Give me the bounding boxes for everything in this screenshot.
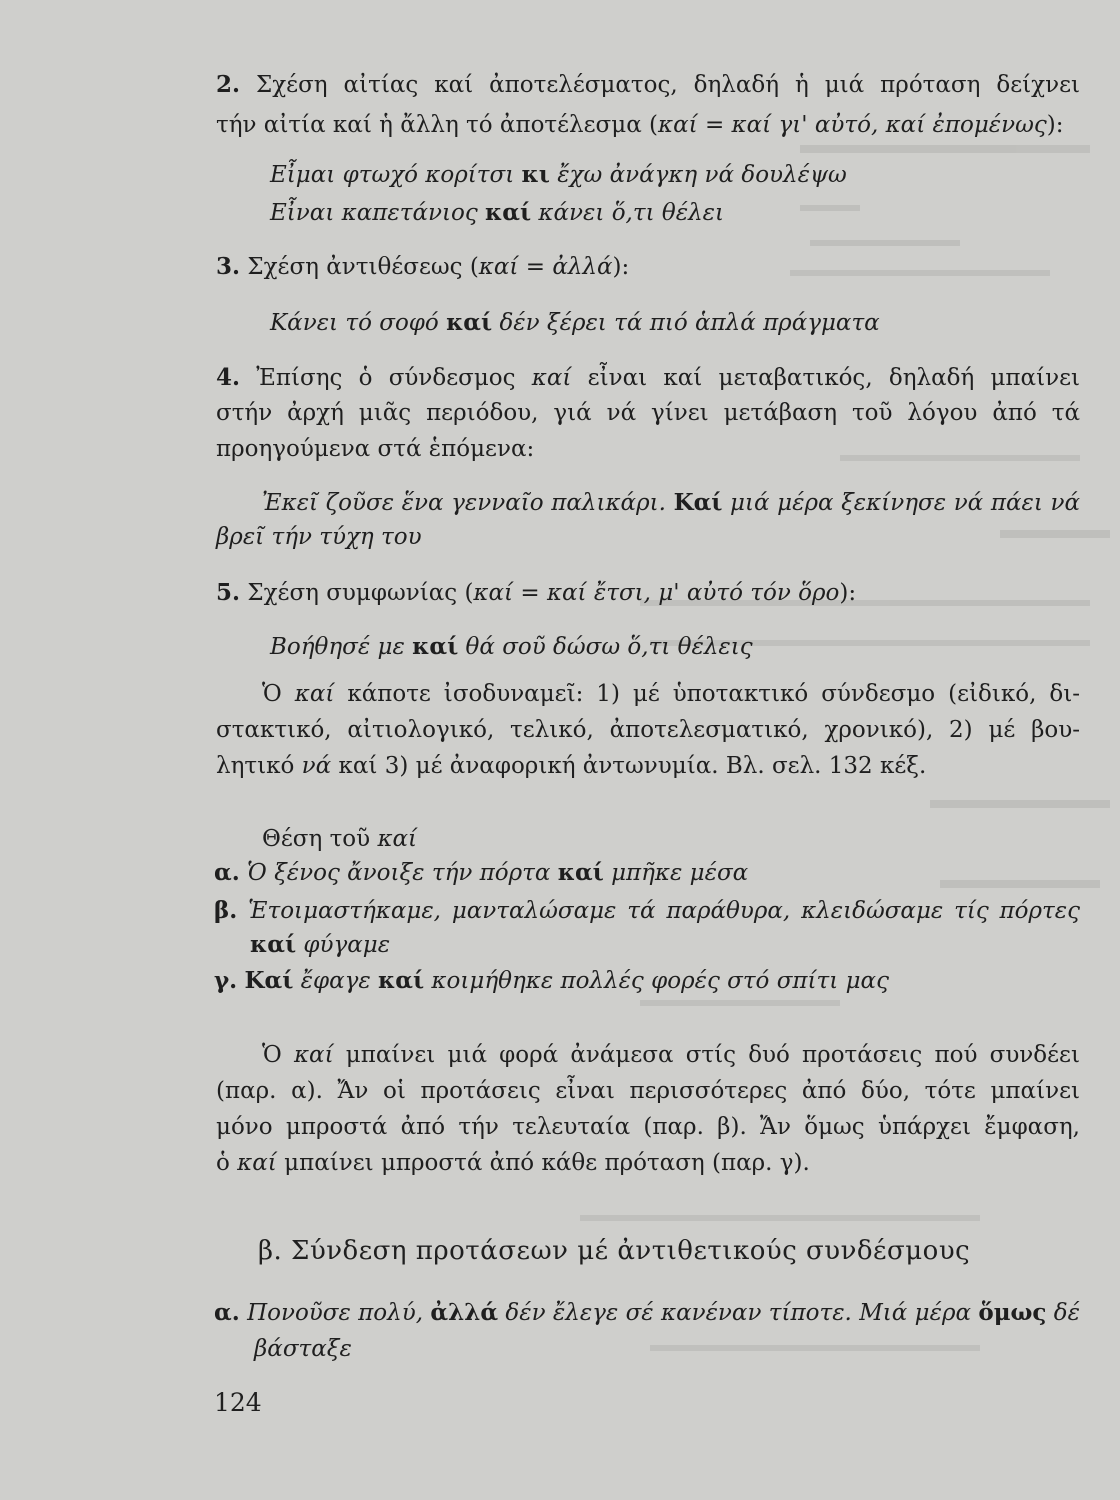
s4-example2: βρεῖ τήν τύχη του <box>216 524 422 550</box>
s2-line1: 2. Σχέση αἰτίας καί ἀποτελέσματος, δηλαδή ἡ μιά πρόταση δείχνει <box>216 71 1080 98</box>
s4-line3: προηγούμενα στά ἑπόμενα: <box>216 436 535 462</box>
position-example-b-line1: β. Ἑτοιμαστήκαμε, μανταλώσαμε τά παράθυρα, κλειδώσαμε τίς πόρτες <box>214 897 1080 924</box>
s2-example1: Εἶμαι φτωχό κορίτσι κι ἔχω ἀνάγκη νά δουλέψω <box>270 161 847 188</box>
position-title: Θέση τοῦ καί <box>262 826 418 852</box>
position-example-c: γ. Καί ἔφαγε καί κοιμήθηκε πολλές φορές στό σπίτι μας <box>214 967 889 994</box>
s2-number: 2. <box>216 71 241 98</box>
s5-example: Βοήθησέ με καί θά σοῦ δώσω ὅ,τι θέλεις <box>270 633 753 660</box>
s5-line: 5. Σχέση συμφωνίας (καί = καί ἔτσι, μ' αὐτό τόν ὅρο): <box>216 579 857 606</box>
section-heading: β. Σύνδεση προτάσεων μέ ἀντιθετικούς συνδέσμους <box>258 1236 971 1266</box>
page-number: 124 <box>214 1388 262 1417</box>
note2-line1: Ὁ καί μπαίνει μιά φορά ἀνάμεσα στίς δυό προτάσεις πού συνδέει <box>262 1042 1080 1068</box>
s4-line1: 4. Ἐπίσης ὁ σύνδεσμος καί εἶναι καί μεταβατικός, δηλαδή μπαίνει <box>216 364 1081 391</box>
s2-line2: τήν αἰτία καί ἡ ἄλλη τό ἀποτέλεσμα (καί = καί γι' αὐτό, καί ἐπομένως): <box>216 112 1064 138</box>
s3-line: 3. Σχέση ἀντιθέσεως (καί = ἀλλά): <box>216 253 630 280</box>
last-example-line1: α. Πονοῦσε πολύ, ἀλλά δέν ἔλεγε σέ κανέναν τίποτε. Μιά μέρα ὅμως δέ <box>214 1299 1080 1326</box>
note-line1: Ὁ καί κάποτε ἰσοδυναμεῖ: 1) μέ ὑποτακτικό σύνδεσμο (εἰδικό, δι- <box>262 681 1080 707</box>
note-line2: στακτικό, αἰτιολογικό, τελικό, ἀποτελεσματικό, χρονικό), 2) μέ βου- <box>216 717 1080 743</box>
s4-example1: Ἐκεῖ ζοῦσε ἕνα γενναῖο παλικάρι. Καί μιά μέρα ξεκίνησε νά πάει νά <box>262 489 1080 516</box>
s2-example2: Εἶναι καπετάνιος καί κάνει ὅ,τι θέλει <box>270 199 725 226</box>
s4-line2: στήν ἀρχή μιᾶς περιόδου, γιά νά γίνει μετάβαση τοῦ λόγου ἀπό τά <box>216 400 1080 426</box>
note2-line4: ὁ καί μπαίνει μπροστά ἀπό κάθε πρόταση (παρ. γ). <box>216 1150 810 1176</box>
note2-line2: (παρ. α). Ἄν οἱ προτάσεις εἶναι περισσότερες ἀπό δύο, τότε μπαίνει <box>216 1078 1080 1104</box>
note2-line3: μόνο μπροστά ἀπό τήν τελευταία (παρ. β). Ἄν ὅμως ὑπάρχει ἔμφαση, <box>216 1114 1080 1140</box>
position-example-a: α. Ὁ ξένος ἄνοιξε τήν πόρτα καί μπῆκε μέσα <box>214 859 749 886</box>
last-example-line2: βάσταξε <box>254 1336 352 1362</box>
note-line3: λητικό νά καί 3) μέ ἀναφορική ἀντωνυμία. Βλ. σελ. 132 κέξ. <box>216 753 927 779</box>
position-example-b-line2: καί φύγαμε <box>250 931 391 958</box>
s3-example: Κάνει τό σοφό καί δέν ξέρει τά πιό ἁπλά πράγματα <box>270 309 880 336</box>
